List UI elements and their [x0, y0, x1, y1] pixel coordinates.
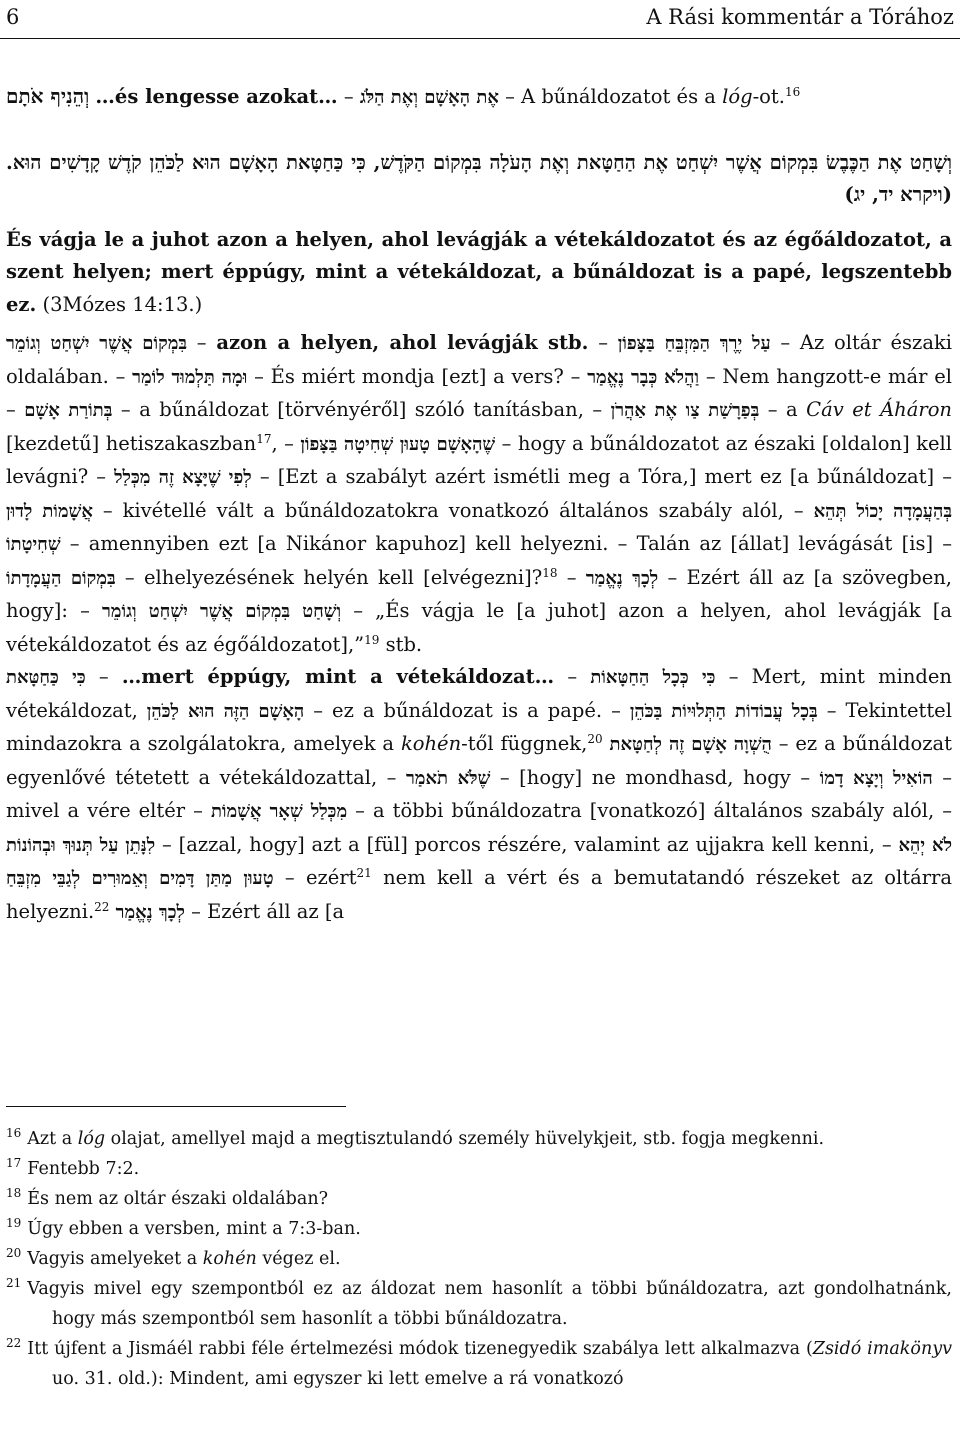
footnote-number: 16 [6, 1126, 22, 1140]
comment-text-italic: kohén [400, 732, 462, 755]
footnote [6, 1334, 952, 1394]
footnote [6, 1124, 952, 1154]
comment-text: elhelyezésének helyén kell [elvégezni]? [143, 565, 543, 589]
footnote-text: És nem az oltár északi oldalában? [27, 1189, 328, 1209]
footnote-ref: 20 [587, 732, 603, 746]
hebrew-phrase: בְּכָל עֲבוֹדוֹת הַתְּלוּיוֹת בַּכֹּהֵן [629, 700, 818, 722]
commentary-body [6, 80, 952, 929]
running-title: A Rási kommentár a Tórához [646, 5, 954, 29]
footnote-number: 17 [6, 1156, 22, 1170]
footnote [6, 1274, 952, 1334]
comment-text: ez a bűnáldozat is a papé. [332, 698, 603, 722]
comment-text: -től függnek, [461, 732, 588, 755]
footnote-number: 21 [6, 1276, 22, 1290]
hebrew-lemma: כִּי כַּחַטָּאת [6, 667, 86, 688]
hebrew-phrase: שֶׁהָאָשָׁם טָעוּן שְׁחִיטָה בַּצָּפוֹן [300, 433, 496, 455]
hebrew-phrase: בְּתוֹרַת אָשָׁם [24, 400, 113, 421]
hebrew-phrase: וּמָה תַּלְמוּד לוֹמַר [132, 366, 248, 388]
comment-text-italic: lóg [722, 85, 753, 108]
footnote [6, 1154, 952, 1184]
comment-text-italic: Cáv et Áháron [806, 398, 952, 421]
comment-text: [Ezt a szabályt azért ismétli meg a Tóra,] mert ez [a bűnáldozat] [277, 465, 935, 488]
comment-text: ez a bűnáldozat egyenlővé tétetett a vétekáldozattal, [6, 732, 953, 789]
hebrew-phrase: לֹא יְהֵא טָעוּן מַתַּן דָּמִים וְאֵמוּרִים לְגַבֵּי מִזְבֵּחַ [6, 834, 953, 889]
footnote-text: Azt a [27, 1129, 73, 1149]
comment-text: kivétellé vált a bűnáldozatokra vonatkozó általános szabály alól, [122, 498, 784, 522]
hebrew-phrase: לְכָךְ נֶאֱמַר [585, 567, 659, 589]
verse-hebrew: וְשָׁחַט אֶת הַכֶּבֶשׂ בִּמְקוֹם אֲשֶׁר יִשְׁחַט אֶת הַחַטָּאת וְאֶת הָעֹלָה בִּמְקוֹם הַקֹּדֶשׁ, כִּי כַּחַטָּאת הָאָשָׁם הוּא לַכֹּהֵן קֹדֶשׁ קָדָשִׁים הוּא. (ויקרא יד, יג) [6, 150, 952, 206]
page-number: 6 [6, 5, 20, 29]
comment-text: stb. [385, 632, 423, 656]
comment-text: ezért [305, 866, 357, 889]
footnote [6, 1214, 952, 1244]
comment-text: És miért mondja [ezt] a vers? [270, 364, 564, 388]
lemma-translation: azon a helyen, ahol levágják stb. [216, 331, 589, 354]
comment-text: A bűnáldozatot és a [521, 85, 716, 108]
verse-reference: (3Mózes 14:13.) [42, 292, 203, 316]
footnote-ref: 17 [256, 431, 272, 446]
comment-text: a bűnáldozat [törvényéről] szóló tanításban, [139, 398, 584, 421]
footnote-ref: 16 [784, 85, 801, 99]
comment-paragraph-lengesse: וְהֵנִיף אֹתָם …és lengesse azokat… – אֶת הָאָשָׁם וְאֶת הַלֹּג – A bűnáldozatot és a lóg-ot.$^{16}$ [6, 84, 801, 108]
hebrew-phrase: הֻשְׁוָה אָשָׁם זֶה לְחַטָּאת [609, 734, 772, 755]
verse-translation: És vágja le a juhot azon a helyen, ahol levágják a vétekáldozatot és az égőáldozatot, a szent helyen; mert éppúgy, mint a vétekáldozat, a bűnáldozat is a papé, legszentebb ez. [6, 227, 952, 316]
running-header [6, 2, 954, 32]
hebrew-phrase: שֶׁלֹּא תֹאמַר [405, 767, 491, 789]
comment-text: nem kell a vért és a bemutatandó részeket az oltárra helyezni. [6, 866, 952, 923]
footnote-text: végez el. [262, 1249, 341, 1269]
comment-text: mivel a vére eltér [6, 799, 186, 822]
comment-text: Nem hangzott-e már el [722, 364, 952, 388]
footnote-number: 18 [6, 1186, 22, 1200]
comment-text: [hogy] ne mondhasd, hogy [519, 765, 791, 789]
comment-text: Talán az [állat] levágását [is] [636, 532, 934, 555]
hebrew-phrase: כִּי כְּכָל הַחַטָּאוֹת [590, 667, 716, 688]
footnote-text: Fentebb 7:2. [27, 1159, 140, 1179]
header-rule [0, 38, 960, 39]
footnote-number: 22 [6, 1336, 22, 1350]
comment-text: Mert, mint minden vétekáldozat, [6, 665, 952, 722]
hebrew-phrase: וְשָׁחַט בִּמְקוֹם אֲשֶׁר יִשְׁחַט וְגוֹמֵר [101, 601, 342, 622]
comment-text: a többi bűnáldozatra [vonatkozó] általános szabály alól, [372, 799, 935, 822]
hebrew-phrase: לְכָךְ נֶאֱמַר [115, 901, 185, 923]
hebrew-phrase: אֲשָׁמוֹת לָדוּן [6, 500, 93, 522]
hebrew-phrase: בְּהַעֲמָדָה יָכוֹל תְּהֵא שְׁחִיטָתוֹ [6, 500, 952, 555]
footnote-ref: 21 [356, 866, 372, 880]
footnote-text: olajat, amellyel majd a megtisztulandó személy hüvelykjeit, stb. fogja megkenni. [110, 1129, 825, 1149]
footnote-number: 19 [6, 1216, 22, 1230]
comment-paragraph-helyen: בִּמְקוֹם אֲשֶׁר יִשְׁחַט וְגוֹמֵר – azon a helyen, ahol levágják stb. – עַל יֶרֶךְ הַמִּזְבֵּחַ בַּצָּפוֹן – Az oltár északi oldalában. – וּמָה תַּלְמוּד לוֹמַר – És miért mondja [ezt] a vers? – וַהֲלֹא כְּבָר נֶאֱמַר – Nem hangzott-e már el – בְּתוֹרַת אָשָׁם – a bűnáldozat [törvényéről] szóló tanításban, – בְּפַרָשַׁת צַו אֶת אַהֲרֹן – a Cáv et Áháron [kezdetű] hetiszakaszban$^{17}$, – שֶׁהָאָשָׁם טָעוּן שְׁחִיטָה בַּצָּפוֹן – hogy a bűnáldozatot az északi [oldalon] kell levágni? – לְפִי שֶׁיָּצָא זֶה מִכְּלַל – [Ezt a szabályt azért ismétli meg a Tóra,] mert ez [a bűnáldozat] – אֲשָׁמוֹת לָדוּן – kivétellé vált a bűnáldozatokra vonatkozó általános szabály alól, – בְּהַעֲמָדָה יָכוֹל תְּהֵא שְׁחִיטָתוֹ – amennyiben ezt [a Nikánor kapuhoz] kell helyezni. – Talán az [állat] levágását [is] – בִּמְקוֹם הַעֲמָדָתוֹ – elhelyezésének helyén kell [elvégezni]?$^{18}$ – לְכָךְ נֶאֱמַר – Ezért áll az [a szövegben, hogy]: – וְשָׁחַט בִּמְקוֹם אֲשֶׁר יִשְׁחַט וְגוֹמֵר – „És vágja le [a juhot] azon a helyen, ahol levágják [a vétekáldozatot és az égőáldozatot],”$^{19}$ stb. [6, 331, 953, 656]
comment-text: Ezért áll az [a [207, 899, 345, 923]
footnote [6, 1184, 952, 1214]
hebrew-phrase: הוֹאִיל וְיָצָא דָמוֹ [819, 767, 933, 789]
lemma-translation: …és lengesse azokat… [95, 85, 338, 108]
hebrew-phrase: מִכְּלַל שְׁאָר אֲשָׁמוֹת [210, 801, 348, 822]
footnote-text: Itt újfent a Jismáél rabbi féle értelmezési módok tizenegyedik szabálya lett alkalmazva ( [27, 1339, 813, 1359]
hebrew-phrase: הָאָשָׁם הַזֶּה הוּא לַכֹּהֵן [146, 700, 305, 722]
comment-text: a [786, 398, 798, 421]
hebrew-phrase: בְּפַרָשַׁת צַו אֶת אַהֲרֹן [610, 400, 760, 421]
hebrew-lemma: בִּמְקוֹם אֲשֶׁר יִשְׁחַט וְגוֹמֵר [6, 333, 188, 354]
footnote-ref: 22 [94, 899, 110, 914]
verse-translation-paragraph [6, 224, 952, 322]
comment-text: Ezért áll az [a szövegben, hogy]: [6, 565, 952, 622]
footnote-text: uo. 31. old.): Mindent, ami egyszer ki lett emelve a rá vonatkozó [52, 1369, 624, 1389]
footnote-ref: 19 [364, 632, 380, 647]
footnote-text-italic: kohén [202, 1249, 257, 1269]
footnote-text-italic: lóg [77, 1129, 106, 1149]
hebrew-phrase: וַהֲלֹא כְּבָר נֶאֱמַר [587, 366, 700, 388]
hebrew-phrase: לִנָּתֵן עַל תְּנוּךְ וּבְהוֹנוֹת [6, 834, 156, 856]
hebrew-phrase: אֶת הָאָשָׁם וְאֶת הַלֹּג [359, 87, 499, 108]
comment-text: Tekintettel mindazokra a szolgálatokra, amelyek a [6, 698, 952, 755]
hebrew-phrase: לְפִי שֶׁיָּצָא זֶה מִכְּלַל [114, 467, 252, 488]
comment-text: Az oltár északi oldalában. [6, 331, 952, 388]
footnote-text: Vagyis mivel egy szempontból ez az áldozat nem hasonlít a többi bűnáldozatra, azt gondolhatnánk, hogy más szempontból sem hasonlít a többi bűnáldozatra. [27, 1279, 952, 1329]
footnote-number: 20 [6, 1246, 22, 1260]
footnotes [6, 1124, 952, 1394]
comment-text: -ot. [752, 85, 785, 108]
footnote-text-italic: Zsidó imakönyv [812, 1339, 952, 1359]
hebrew-phrase: בִּמְקוֹם הַעֲמָדָתוֹ [6, 567, 116, 589]
comment-text: amennyiben ezt [a Nikánor kapuhoz] kell helyezni. [88, 532, 609, 555]
footnote [6, 1244, 952, 1274]
comment-paragraph-vetek: כִּי כַּחַטָּאת – …mert éppúgy, mint a vétekáldozat… – כִּי כְּכָל הַחַטָּאוֹת – Mert, mint minden vétekáldozat, הָאָשָׁם הַזֶּה הוּא לַכֹּהֵן – ez a bűnáldozat is a papé. – בְּכָל עֲבוֹדוֹת הַתְּלוּיוֹת בַּכֹּהֵן – Tekintettel mindazokra a szolgálatokra, amelyek a kohén-től függnek,$^{20}$ הֻשְׁוָה אָשָׁם זֶה לְחַטָּאת – ez a bűnáldozat egyenlővé tétetett a vétekáldozattal, – שֶׁלֹּא תֹאמַר – [hogy] ne mondhasd, hogy – הוֹאִיל וְיָצָא דָמוֹ – mivel a vére eltér – מִכְּלַל שְׁאָר אֲשָׁמוֹת – a többi bűnáldozatra [vonatkozó] általános szabály alól, – לִנָּתֵן עַל תְּנוּךְ וּבְהוֹנוֹת – [azzal, hogy] azt a [fül] porcos részére, valamint az ujjakra kell kenni, – לֹא יְהֵא טָעוּן מַתַּן דָּמִים וְאֵמוּרִים לְגַבֵּי מִזְבֵּחַ – ezért$^{21}$ nem kell a vért és a bemutatandó részeket az oltárra helyezni.$^{22}$ לְכָךְ נֶאֱמַר – Ezért áll az [a [6, 665, 953, 923]
footnote-rule [6, 1106, 346, 1107]
hebrew-lemma: וְהֵנִיף אֹתָם [6, 84, 90, 108]
comment-text: [azzal, hogy] azt a [fül] porcos részére, valamint az ujjakra kell kenni, [178, 832, 876, 856]
comment-text: hogy a bűnáldozatot az északi [oldalon] kell levágni? [6, 431, 952, 488]
comment-text: [kezdetű] hetiszakaszban [6, 431, 257, 455]
comment-text: „És vágja le [a juhot] azon a helyen, ahol levágják [a vétekáldozatot és az égőáldozatot],” [6, 599, 952, 656]
hebrew-phrase: עַל יֶרֶךְ הַמִּזְבֵּחַ בַּצָּפוֹן [617, 333, 771, 354]
footnote-text: Vagyis amelyeket a [27, 1249, 198, 1269]
footnote-text: Úgy ebben a versben, mint a 7:3-ban. [27, 1219, 361, 1239]
footnote-ref: 18 [542, 565, 558, 580]
lemma-translation: …mert éppúgy, mint a vétekáldozat… [121, 665, 555, 688]
